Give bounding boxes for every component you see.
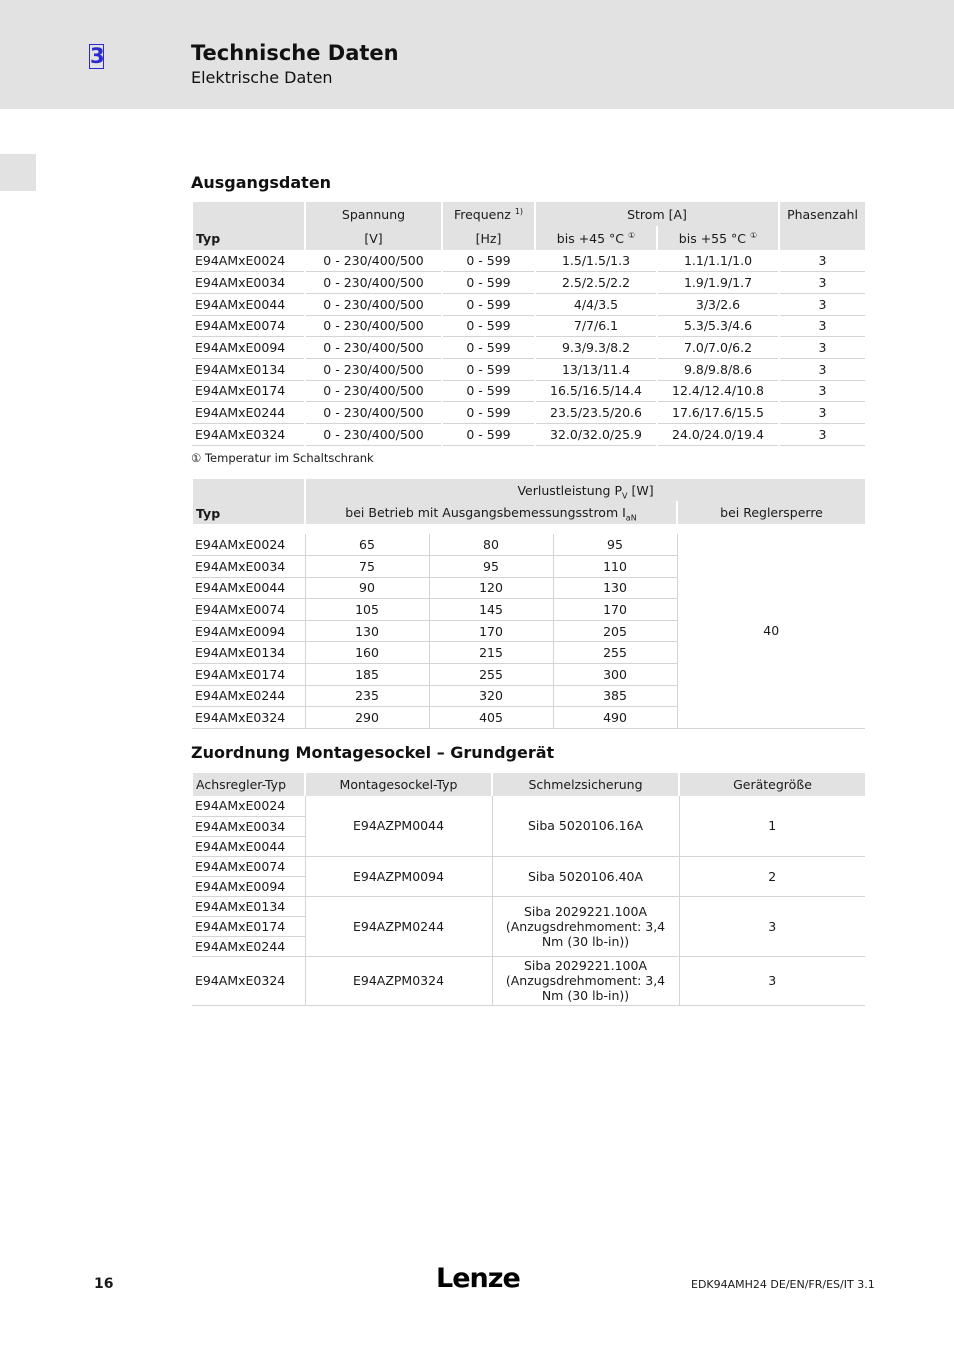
cell-verlust-3: 385 <box>553 685 677 707</box>
cell-frequenz: 0 - 599 <box>442 424 535 446</box>
cell-montagesockel: E94AZPM0044 <box>305 796 492 856</box>
cell-verlust-3: 110 <box>553 556 677 578</box>
cell-verlust-3: 95 <box>553 534 677 556</box>
cell-verlust-1: 130 <box>305 620 429 642</box>
cell-verlust-1: 90 <box>305 577 429 599</box>
cell-phasenzahl: 3 <box>779 250 865 272</box>
col-header-betrieb: bei Betrieb mit Ausgangsbemessungsstrom $I_{aN}$ <box>305 501 677 524</box>
cell-verlust-1: 160 <box>305 642 429 664</box>
table-row <box>192 250 865 272</box>
cell-strom-45: 9.3/9.3/8.2 <box>535 337 657 359</box>
cell-verlust-2: 145 <box>429 599 553 621</box>
cell-montagesockel: E94AZPM0094 <box>305 856 492 896</box>
cell-verlust-3: 205 <box>553 620 677 642</box>
cell-verlust-3: 300 <box>553 664 677 686</box>
cell-typ: E94AMxE0024 <box>192 250 305 272</box>
cell-strom-55: 7.0/7.0/6.2 <box>657 337 779 359</box>
table-row <box>192 380 865 402</box>
cell-strom-55: 17.6/17.6/15.5 <box>657 402 779 424</box>
cell-verlust-1: 290 <box>305 707 429 729</box>
cell-phasenzahl: 3 <box>779 380 865 402</box>
chapter-number[interactable]: 3 <box>90 44 105 68</box>
cell-typ: E94AMxE0094 <box>192 620 305 642</box>
cell-achsregler-typ: E94AMxE0074 <box>192 856 305 876</box>
table-row <box>192 956 865 1005</box>
cell-strom-45: 4/4/3.5 <box>535 293 657 315</box>
col-header-strom: Strom [A] <box>535 202 779 226</box>
cell-phasenzahl: 3 <box>779 337 865 359</box>
output-data-table <box>191 202 865 446</box>
cell-phasenzahl: 3 <box>779 315 865 337</box>
cell-montagesockel: E94AZPM0324 <box>305 956 492 1005</box>
cell-frequenz: 0 - 599 <box>442 315 535 337</box>
cell-strom-55: 1.9/1.9/1.7 <box>657 272 779 294</box>
cell-typ: E94AMxE0094 <box>192 337 305 359</box>
cell-spannung: 0 - 230/400/500 <box>305 402 442 424</box>
col-header-bis45: bis +45 °C ① <box>535 226 657 250</box>
table-row <box>192 315 865 337</box>
col-header-geraetegroesse: Gerätegröße <box>679 773 865 796</box>
table-row <box>192 337 865 359</box>
cell-typ: E94AMxE0134 <box>192 358 305 380</box>
cell-verlust-1: 65 <box>305 534 429 556</box>
cell-geraetegroesse: 1 <box>679 796 865 856</box>
cell-phasenzahl: 3 <box>779 293 865 315</box>
table-row <box>192 424 865 446</box>
header-band <box>0 0 954 109</box>
cell-strom-55: 1.1/1.1/1.0 <box>657 250 779 272</box>
cell-verlust-2: 215 <box>429 642 553 664</box>
col-header-typ: Typ <box>192 202 305 250</box>
col-header-bis55: bis +55 °C ① <box>657 226 779 250</box>
cell-typ: E94AMxE0034 <box>192 272 305 294</box>
cell-geraetegroesse: 3 <box>679 896 865 956</box>
cell-strom-55: 3/3/2.6 <box>657 293 779 315</box>
table-row <box>192 856 865 876</box>
table-row <box>192 293 865 315</box>
cell-spannung: 0 - 230/400/500 <box>305 315 442 337</box>
cell-achsregler-typ: E94AMxE0174 <box>192 916 305 936</box>
cell-reglersperre: 40 <box>677 534 865 728</box>
cell-typ: E94AMxE0174 <box>192 380 305 402</box>
cell-typ: E94AMxE0244 <box>192 685 305 707</box>
cell-typ: E94AMxE0324 <box>192 424 305 446</box>
cell-achsregler-typ: E94AMxE0024 <box>192 796 305 816</box>
power-loss-table <box>191 479 865 729</box>
col-header-montagesockel: Montagesockel-Typ <box>305 773 492 796</box>
cell-verlust-1: 235 <box>305 685 429 707</box>
col-header-spannung: Spannung <box>305 202 442 226</box>
cell-strom-45: 1.5/1.5/1.3 <box>535 250 657 272</box>
cell-strom-45: 13/13/11.4 <box>535 358 657 380</box>
cell-verlust-3: 490 <box>553 707 677 729</box>
table-row <box>192 272 865 294</box>
cell-verlust-2: 95 <box>429 556 553 578</box>
cell-spannung: 0 - 230/400/500 <box>305 250 442 272</box>
cell-schmelzsicherung: Siba 2029221.100A (Anzugsdrehmoment: 3,4 Nm (30 lb-in)) <box>492 956 679 1005</box>
col-header-verlustleistung: Verlustleistung $P_V$ [W] <box>305 479 865 501</box>
page-subtitle: Elektrische Daten <box>191 68 333 87</box>
side-tab-marker <box>0 154 36 191</box>
cell-strom-45: 32.0/32.0/25.9 <box>535 424 657 446</box>
cell-typ: E94AMxE0074 <box>192 599 305 621</box>
col-header-frequenz: Frequenz $^{1)}$ <box>442 202 535 226</box>
cell-typ: E94AMxE0034 <box>192 556 305 578</box>
table-row <box>192 358 865 380</box>
cell-frequenz: 0 - 599 <box>442 380 535 402</box>
col-header-schmelzsicherung: Schmelzsicherung <box>492 773 679 796</box>
cell-strom-55: 24.0/24.0/19.4 <box>657 424 779 446</box>
cell-spannung: 0 - 230/400/500 <box>305 293 442 315</box>
cell-schmelzsicherung: Siba 2029221.100A (Anzugsdrehmoment: 3,4 Nm (30 lb-in)) <box>492 896 679 956</box>
footnote-temperatur: ① Temperatur im Schaltschrank <box>191 451 374 465</box>
cell-typ: E94AMxE0134 <box>192 642 305 664</box>
cell-verlust-2: 170 <box>429 620 553 642</box>
cell-typ: E94AMxE0244 <box>192 402 305 424</box>
cell-verlust-2: 255 <box>429 664 553 686</box>
cell-phasenzahl: 3 <box>779 424 865 446</box>
cell-geraetegroesse: 3 <box>679 956 865 1005</box>
cell-geraetegroesse: 2 <box>679 856 865 896</box>
page-title: Technische Daten <box>191 41 399 65</box>
cell-typ: E94AMxE0324 <box>192 707 305 729</box>
mounting-assignment-table <box>191 773 865 1006</box>
cell-spannung: 0 - 230/400/500 <box>305 380 442 402</box>
col-unit-frequenz: [Hz] <box>442 226 535 250</box>
cell-frequenz: 0 - 599 <box>442 293 535 315</box>
cell-verlust-2: 320 <box>429 685 553 707</box>
cell-typ: E94AMxE0044 <box>192 577 305 599</box>
table-row <box>192 534 865 556</box>
cell-frequenz: 0 - 599 <box>442 402 535 424</box>
cell-frequenz: 0 - 599 <box>442 358 535 380</box>
table-row <box>192 896 865 916</box>
cell-typ: E94AMxE0044 <box>192 293 305 315</box>
cell-typ: E94AMxE0174 <box>192 664 305 686</box>
cell-achsregler-typ: E94AMxE0034 <box>192 816 305 836</box>
document-id: EDK94AMH24 DE/EN/FR/ES/IT 3.1 <box>691 1278 875 1291</box>
cell-verlust-2: 80 <box>429 534 553 556</box>
cell-typ: E94AMxE0024 <box>192 534 305 556</box>
cell-strom-45: 23.5/23.5/20.6 <box>535 402 657 424</box>
cell-schmelzsicherung: Siba 5020106.16A <box>492 796 679 856</box>
cell-spannung: 0 - 230/400/500 <box>305 337 442 359</box>
cell-verlust-3: 170 <box>553 599 677 621</box>
cell-achsregler-typ: E94AMxE0044 <box>192 836 305 856</box>
cell-achsregler-typ: E94AMxE0324 <box>192 956 305 1005</box>
cell-frequenz: 0 - 599 <box>442 272 535 294</box>
col-header-phasenzahl: Phasenzahl <box>779 202 865 250</box>
col-header-reglersperre: bei Reglersperre <box>677 501 865 524</box>
cell-strom-55: 12.4/12.4/10.8 <box>657 380 779 402</box>
lenze-logo: Lenze <box>436 1263 520 1294</box>
cell-achsregler-typ: E94AMxE0094 <box>192 876 305 896</box>
page-number: 16 <box>94 1276 114 1292</box>
cell-schmelzsicherung: Siba 5020106.40A <box>492 856 679 896</box>
section-title-zuordnung: Zuordnung Montagesockel – Grundgerät <box>191 743 555 762</box>
cell-verlust-1: 105 <box>305 599 429 621</box>
cell-strom-55: 9.8/9.8/8.6 <box>657 358 779 380</box>
section-title-ausgangsdaten: Ausgangsdaten <box>191 173 332 192</box>
col-header-typ: Typ <box>192 479 305 524</box>
cell-strom-45: 7/7/6.1 <box>535 315 657 337</box>
cell-achsregler-typ: E94AMxE0244 <box>192 936 305 956</box>
cell-phasenzahl: 3 <box>779 358 865 380</box>
cell-verlust-1: 75 <box>305 556 429 578</box>
cell-spannung: 0 - 230/400/500 <box>305 358 442 380</box>
cell-verlust-2: 405 <box>429 707 553 729</box>
table-row <box>192 796 865 816</box>
cell-strom-45: 16.5/16.5/14.4 <box>535 380 657 402</box>
cell-phasenzahl: 3 <box>779 272 865 294</box>
cell-achsregler-typ: E94AMxE0134 <box>192 896 305 916</box>
cell-verlust-3: 255 <box>553 642 677 664</box>
cell-spannung: 0 - 230/400/500 <box>305 272 442 294</box>
col-header-achsregler: Achsregler-Typ <box>192 773 305 796</box>
cell-verlust-3: 130 <box>553 577 677 599</box>
col-unit-spannung: [V] <box>305 226 442 250</box>
cell-verlust-2: 120 <box>429 577 553 599</box>
table-row <box>192 402 865 424</box>
cell-strom-55: 5.3/5.3/4.6 <box>657 315 779 337</box>
cell-frequenz: 0 - 599 <box>442 337 535 359</box>
cell-typ: E94AMxE0074 <box>192 315 305 337</box>
cell-spannung: 0 - 230/400/500 <box>305 424 442 446</box>
cell-verlust-1: 185 <box>305 664 429 686</box>
cell-strom-45: 2.5/2.5/2.2 <box>535 272 657 294</box>
cell-montagesockel: E94AZPM0244 <box>305 896 492 956</box>
cell-phasenzahl: 3 <box>779 402 865 424</box>
cell-frequenz: 0 - 599 <box>442 250 535 272</box>
